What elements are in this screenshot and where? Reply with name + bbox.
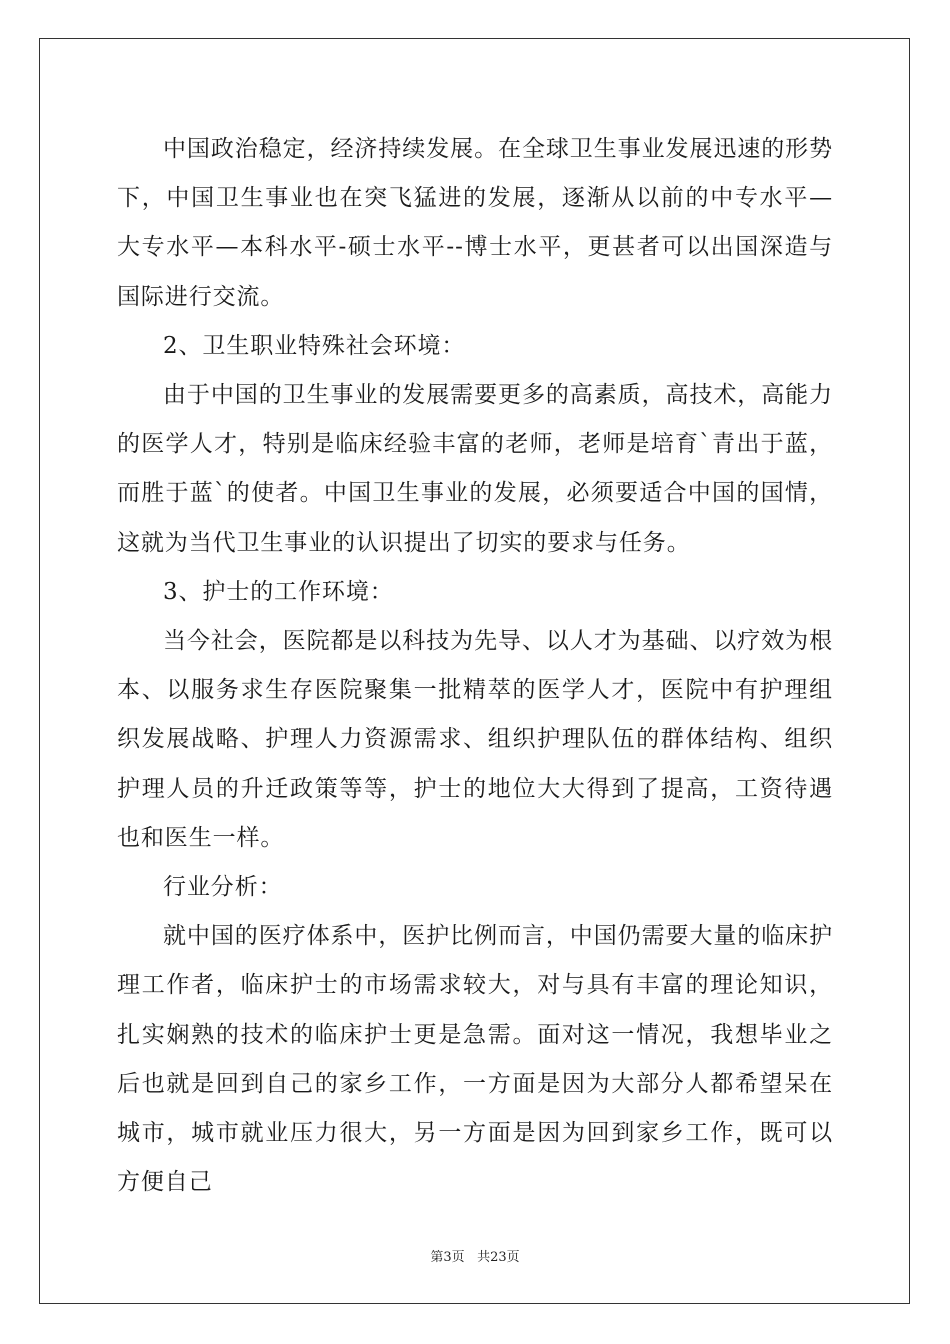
heading-social-environment: 2、卫生职业特殊社会环境： bbox=[163, 332, 466, 359]
paragraph-talent-needs: 由于中国的卫生事业的发展需要更多的高素质，高技术，高能力的医学人才，特别是临床经验丰富的老师，老师是培育`青出于蓝，而胜于蓝`的使者。中国卫生事业的发展，必须要适合中国的国情，这就为当代卫生事业的认识提出了切实的要求与任务。 bbox=[117, 382, 833, 556]
paragraph-industry: 就中国的医疗体系中，医护比例而言，中国仍需要大量的临床护理工作者，临床护士的市场需求较大，对与具有丰富的理论知识，扎实娴熟的技术的临床护士更是急需。面对这一情况，我想毕业之后也就是回到自己的家乡工作，一方面是因为大部分人都希望呆在城市，城市就业压力很大，另一方面是因为回到家乡工作，既可以方便自己 bbox=[117, 923, 833, 1196]
page-footer bbox=[0, 1246, 950, 1265]
document-body bbox=[117, 125, 833, 1207]
page-number: 第3页 bbox=[430, 1250, 465, 1265]
heading-industry-analysis: 行业分析： bbox=[163, 874, 283, 901]
heading-work-environment: 3、护士的工作环境： bbox=[163, 578, 394, 605]
page-total: 共23页 bbox=[477, 1250, 520, 1265]
paragraph-hospital: 当今社会，医院都是以科技为先导、以人才为基础、以疗效为根本、以服务求生存医院聚集一批精萃的医学人才，医院中有护理组织发展战略、护理人力资源需求、组织护理队伍的群体结构、组织护理人员的升迁政策等等，护士的地位大大得到了提高，工资待遇也和医生一样。 bbox=[117, 628, 833, 851]
paragraph-development: 中国政治稳定，经济持续发展。在全球卫生事业发展迅速的形势下，中国卫生事业也在突飞猛进的发展，逐渐从以前的中专水平—大专水平—本科水平-硕士水平--博士水平，更甚者可以出国深造与国际进行交流。 bbox=[117, 136, 833, 310]
